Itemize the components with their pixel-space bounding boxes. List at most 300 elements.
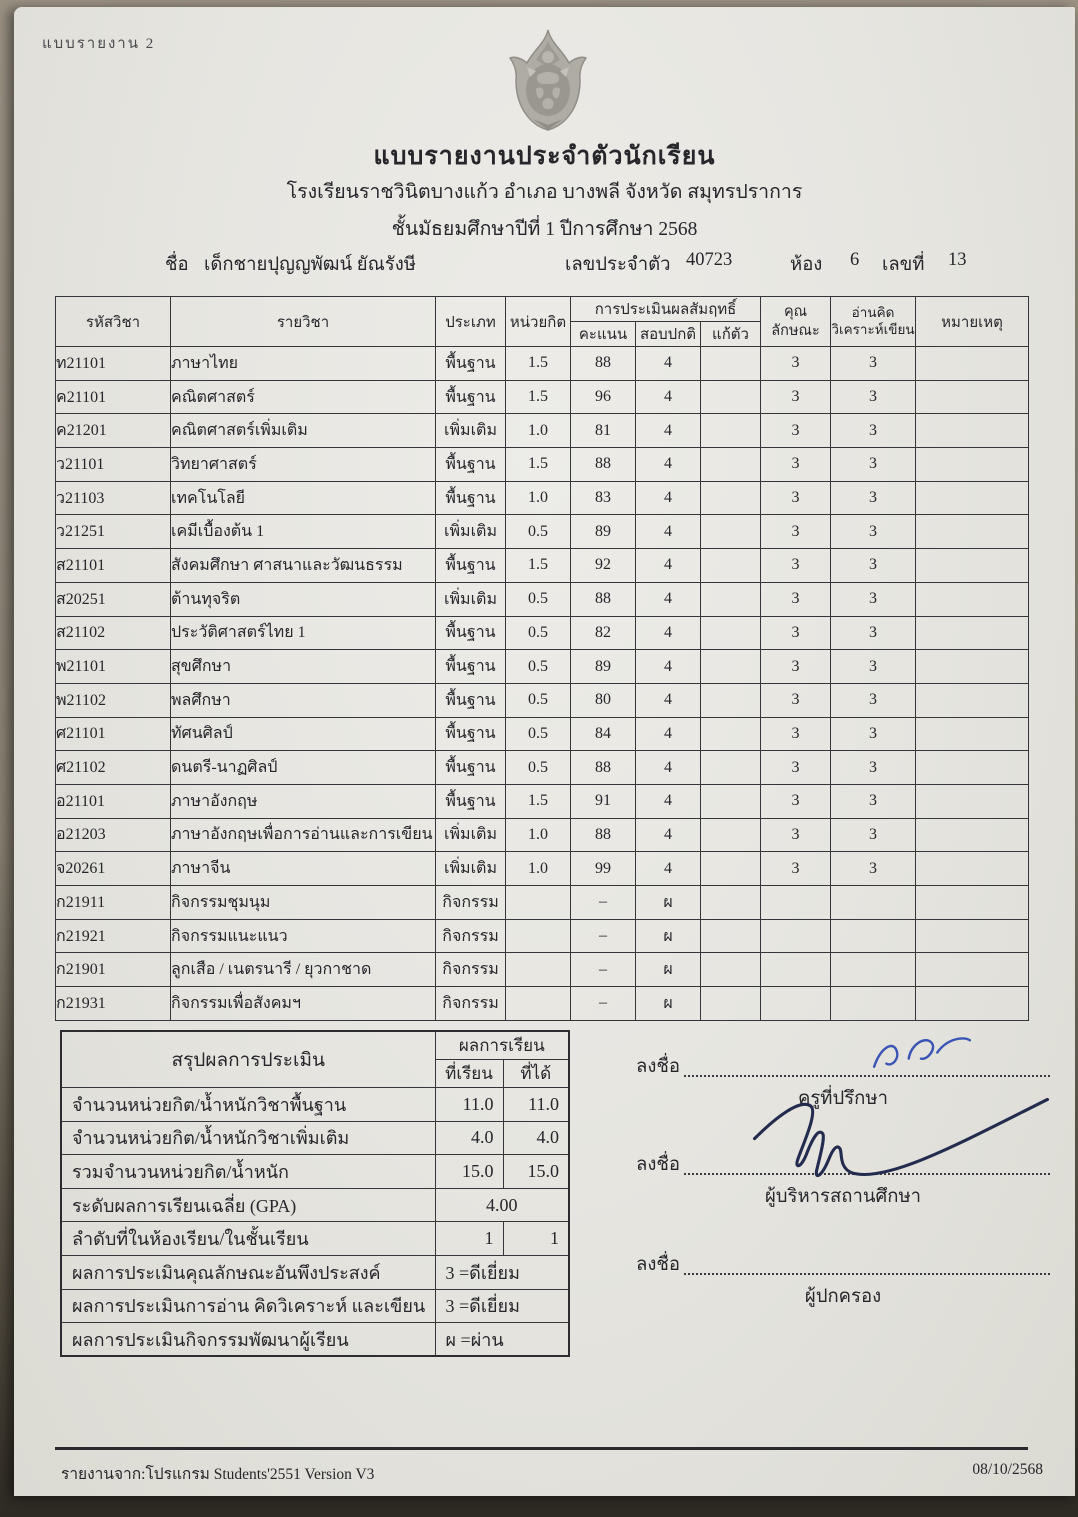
score-cell: – [571,953,636,987]
retake-cell [701,414,761,448]
student-name-value: เด็กชายปุญญพัฒน์ ยัณรังษี [204,255,416,275]
header-reading-line2: วิเคราะห์เขียน [831,321,915,337]
header-score: คะแนน [571,322,636,347]
retake-cell [701,650,761,684]
sign-here-label: ลงชื่อ [636,1057,681,1077]
grades-table-row [56,515,1029,549]
traits-cell: 3 [761,549,831,583]
grades-table-row [56,414,1029,448]
document-title: แบบรายงานประจำตัวนักเรียน [373,143,716,170]
summary-row-gpa [61,1188,569,1222]
normal-exam-grade-cell: 4 [636,852,701,886]
summary-row-label: ผลการประเมินกิจกรรมพัฒนาผู้เรียน [61,1323,435,1357]
normal-exam-grade-cell: 4 [636,784,701,818]
subject-code-cell: อ21203 [56,818,171,852]
score-cell: 80 [571,683,636,717]
retake-cell [701,515,761,549]
director-role-label: ผู้บริหารสถานศึกษา [764,1187,922,1207]
retake-cell [701,953,761,987]
subject-type-cell: กิจกรรม [436,987,506,1021]
traits-cell [761,886,831,920]
school-crest-icon [503,27,593,137]
score-cell: 81 [571,414,636,448]
reading-analysis-cell: 3 [831,448,916,482]
credits-cell [506,987,571,1021]
score-cell: 88 [571,818,636,852]
normal-exam-grade-cell: ผ [636,987,701,1021]
grades-table-row [56,784,1029,818]
credits-cell: 0.5 [506,650,571,684]
subject-code-cell: ก21931 [56,987,171,1021]
reading-analysis-cell [831,987,916,1021]
score-cell: 88 [571,347,636,381]
traits-cell: 3 [761,818,831,852]
subject-name-cell: กิจกรรมแนะแนว [171,919,436,953]
credits-cell [506,886,571,920]
header-reading-line1: อ่านคิด [851,304,895,320]
normal-exam-grade-cell: ผ [636,953,701,987]
reading-analysis-cell: 3 [831,582,916,616]
subject-name-cell: ลูกเสือ / เนตรนารี / ยุวกาชาด [171,953,436,987]
score-cell: 89 [571,650,636,684]
remark-cell [916,582,1029,616]
reading-analysis-cell [831,919,916,953]
subject-type-cell: พื้นฐาน [436,549,506,583]
normal-exam-grade-cell: 4 [636,683,701,717]
summary-row [61,1222,569,1256]
grades-table-row [56,347,1029,381]
retake-cell [701,987,761,1021]
header-retake: แก้ตัว [701,322,761,347]
subject-name-cell: ประวัติศาสตร์ไทย 1 [171,616,436,650]
grades-table [55,296,1029,1021]
retake-cell [701,582,761,616]
summary-table [60,1030,570,1357]
summary-row [61,1121,569,1155]
remark-cell [916,919,1029,953]
subject-name-cell: ภาษาอังกฤษ [171,784,436,818]
normal-exam-grade-cell: 4 [636,515,701,549]
retake-cell [701,919,761,953]
summary-row [61,1255,569,1289]
subject-type-cell: พื้นฐาน [436,751,506,785]
score-cell: 88 [571,582,636,616]
credits-cell: 1.5 [506,784,571,818]
guardian-signature-block [636,1253,1050,1311]
summary-result-group: ผลการเรียน [435,1031,569,1060]
remark-cell [916,886,1029,920]
summary-row-label: ระดับผลการเรียนเฉลี่ย (GPA) [61,1188,435,1222]
retake-cell [701,448,761,482]
score-cell: – [571,987,636,1021]
credits-cell: 0.5 [506,582,571,616]
credits-cell: 0.5 [506,751,571,785]
summary-row-value: 3 =ดีเยี่ยม [435,1289,569,1323]
retake-cell [701,852,761,886]
subject-name-cell: ต้านทุจริต [171,582,436,616]
subject-name-cell: วิทยาศาสตร์ [171,448,436,482]
reading-analysis-cell: 3 [831,616,916,650]
subject-type-cell: กิจกรรม [436,919,506,953]
remark-cell [916,953,1029,987]
footer-divider [55,1447,1028,1450]
gpa-value: 4.00 [435,1188,569,1222]
reading-analysis-cell: 3 [831,784,916,818]
summary-row-got: 11.0 [503,1088,569,1122]
score-cell: 99 [571,852,636,886]
subject-name-cell: เคมีเบื้องต้น 1 [171,515,436,549]
summary-row-got: 15.0 [503,1155,569,1189]
subject-code-cell: ก21921 [56,919,171,953]
summary-row-earned: 4.0 [435,1121,503,1155]
traits-cell: 3 [761,380,831,414]
summary-row-value: ผ =ผ่าน [435,1323,569,1357]
grades-table-row [56,717,1029,751]
normal-exam-grade-cell: 4 [636,717,701,751]
student-id-value: 40723 [686,250,733,270]
subject-name-cell: สังคมศึกษา ศาสนาและวัฒนธรรม [171,549,436,583]
retake-cell [701,683,761,717]
remark-cell [916,414,1029,448]
report-program-label: รายงานจาก:โปรแกรม Students'2551 Version V3 [61,1466,375,1483]
subject-code-cell: ศ21102 [56,751,171,785]
normal-exam-grade-cell: 4 [636,414,701,448]
remark-cell [916,751,1029,785]
subject-type-cell: พื้นฐาน [436,784,506,818]
summary-col-earned: ที่เรียน [435,1060,503,1088]
summary-row-label: ลำดับที่ในห้องเรียน/ในชั้นเรียน [61,1222,435,1256]
subject-type-cell: กิจกรรม [436,953,506,987]
subject-type-cell: เพิ่มเติม [436,582,506,616]
grades-table-row [56,886,1029,920]
subject-type-cell: พื้นฐาน [436,347,506,381]
normal-exam-grade-cell: 4 [636,481,701,515]
seat-number-value: 13 [948,250,967,270]
remark-cell [916,448,1029,482]
subject-type-cell: เพิ่มเติม [436,515,506,549]
subject-type-cell: เพิ่มเติม [436,852,506,886]
summary-title: สรุปผลการประเมิน [61,1031,435,1088]
director-signature-block [636,1153,1050,1211]
summary-table-header [61,1031,569,1088]
summary-row-label: รวมจำนวนหน่วยกิต/น้ำหนัก [61,1155,435,1189]
traits-cell: 3 [761,852,831,886]
advisor-role-label: ครูที่ปรึกษา [798,1089,888,1109]
subject-code-cell: ค21101 [56,380,171,414]
subject-name-cell: คณิตศาสตร์เพิ่มเติม [171,414,436,448]
summary-row-earned: 11.0 [435,1088,503,1122]
remark-cell [916,683,1029,717]
remark-cell [916,818,1029,852]
header-type: ประเภท [436,297,506,347]
retake-cell [701,616,761,650]
summary-row [61,1289,569,1323]
traits-cell: 3 [761,616,831,650]
subject-code-cell: ส21102 [56,616,171,650]
summary-row [61,1155,569,1189]
subject-name-cell: ดนตรี-นาฏศิลป์ [171,751,436,785]
student-id-label: เลขประจำตัว [565,255,671,275]
traits-cell [761,953,831,987]
subject-type-cell: เพิ่มเติม [436,818,506,852]
score-cell: 89 [571,515,636,549]
subject-name-cell: ภาษาจีน [171,852,436,886]
credits-cell: 1.5 [506,448,571,482]
subject-code-cell: ค21201 [56,414,171,448]
normal-exam-grade-cell: 4 [636,818,701,852]
score-cell: 92 [571,549,636,583]
header-reading [831,297,916,347]
signature-dotted-line [684,1173,1050,1175]
header-subject: รายวิชา [171,297,436,347]
signature-dotted-line [684,1075,1050,1077]
summary-row-earned: 15.0 [435,1155,503,1189]
traits-cell: 3 [761,717,831,751]
grades-table-row [56,380,1029,414]
class-year-line: ชั้นมัธยมศึกษาปีที่ 1 ปีการศึกษา 2568 [391,219,698,240]
retake-cell [701,818,761,852]
subject-code-cell: พ21102 [56,683,171,717]
room-value: 6 [850,250,860,270]
subject-type-cell: พื้นฐาน [436,683,506,717]
subject-name-cell: ทัศนศิลป์ [171,717,436,751]
subject-type-cell: พื้นฐาน [436,616,506,650]
credits-cell: 1.0 [506,852,571,886]
retake-cell [701,886,761,920]
remark-cell [916,347,1029,381]
remark-cell [916,987,1029,1021]
reading-analysis-cell: 3 [831,380,916,414]
report-date: 08/10/2568 [972,1461,1043,1478]
retake-cell [701,347,761,381]
summary-row-value: 3 =ดีเยี่ยม [435,1255,569,1289]
traits-cell: 3 [761,582,831,616]
header-traits [761,297,831,347]
summary-row-label: ผลการประเมินคุณลักษณะอันพึงประสงค์ [61,1255,435,1289]
header-remark: หมายเหตุ [916,297,1029,347]
subject-code-cell: ท21101 [56,347,171,381]
student-name-label: ชื่อ [165,255,189,275]
subject-code-cell: ก21901 [56,953,171,987]
credits-cell: 0.5 [506,616,571,650]
remark-cell [916,380,1029,414]
traits-cell: 3 [761,448,831,482]
reading-analysis-cell: 3 [831,650,916,684]
grades-table-row [56,751,1029,785]
header-subject-code: รหัสวิชา [56,297,171,347]
grades-table-row [56,852,1029,886]
summary-row-label: ผลการประเมินการอ่าน คิดวิเคราะห์ และเขียน [61,1289,435,1323]
subject-code-cell: ส20251 [56,582,171,616]
credits-cell: 1.5 [506,347,571,381]
traits-cell [761,919,831,953]
traits-cell [761,987,831,1021]
traits-cell: 3 [761,683,831,717]
normal-exam-grade-cell: ผ [636,886,701,920]
retake-cell [701,717,761,751]
normal-exam-grade-cell: 4 [636,751,701,785]
credits-cell: 1.0 [506,481,571,515]
score-cell: – [571,886,636,920]
reading-analysis-cell: 3 [831,852,916,886]
sign-here-label: ลงชื่อ [636,1155,681,1175]
reading-analysis-cell: 3 [831,683,916,717]
subject-code-cell: ว21101 [56,448,171,482]
normal-exam-grade-cell: 4 [636,582,701,616]
reading-analysis-cell: 3 [831,751,916,785]
guardian-role-label: ผู้ปกครอง [804,1287,882,1307]
subject-code-cell: ส21101 [56,549,171,583]
header-traits-line1: คุณ [783,304,808,321]
reading-analysis-cell: 3 [831,717,916,751]
header-assessment-group: การประเมินผลสัมฤทธิ์ [571,297,761,322]
remark-cell [916,481,1029,515]
score-cell: 84 [571,717,636,751]
grades-table-body [56,347,1029,1021]
remark-cell [916,549,1029,583]
summary-row [61,1323,569,1357]
normal-exam-grade-cell: 4 [636,650,701,684]
remark-cell [916,784,1029,818]
reading-analysis-cell: 3 [831,414,916,448]
grades-table-row [56,683,1029,717]
subject-name-cell: กิจกรรมชุมนุม [171,886,436,920]
traits-cell: 3 [761,347,831,381]
subject-code-cell: ว21103 [56,481,171,515]
summary-row [61,1088,569,1122]
subject-code-cell: ก21911 [56,886,171,920]
subject-type-cell: พื้นฐาน [436,481,506,515]
sign-here-label: ลงชื่อ [636,1255,681,1275]
credits-cell: 0.5 [506,515,571,549]
grades-table-row [56,582,1029,616]
retake-cell [701,784,761,818]
remark-cell [916,650,1029,684]
retake-cell [701,380,761,414]
remark-cell [916,616,1029,650]
subject-name-cell: สุขศึกษา [171,650,436,684]
grades-table-row [56,818,1029,852]
remark-cell [916,852,1029,886]
reading-analysis-cell: 3 [831,515,916,549]
retake-cell [701,751,761,785]
score-cell: 88 [571,448,636,482]
grades-table-row [56,481,1029,515]
traits-cell: 3 [761,414,831,448]
summary-col-got: ที่ได้ [503,1060,569,1088]
score-cell: 96 [571,380,636,414]
summary-row-got: 1 [503,1222,569,1256]
credits-cell [506,919,571,953]
credits-cell: 0.5 [506,683,571,717]
credits-cell [506,953,571,987]
traits-cell: 3 [761,515,831,549]
traits-cell: 3 [761,650,831,684]
traits-cell: 3 [761,784,831,818]
subject-name-cell: คณิตศาสตร์ [171,380,436,414]
subject-name-cell: กิจกรรมเพื่อสังคมฯ [171,987,436,1021]
reading-analysis-cell: 3 [831,549,916,583]
traits-cell: 3 [761,751,831,785]
grades-table-row [56,650,1029,684]
reading-analysis-cell [831,953,916,987]
room-label: ห้อง [790,255,823,275]
normal-exam-grade-cell: ผ [636,919,701,953]
report-sheet [14,7,1075,1496]
advisor-signature-block [636,1055,1050,1113]
subject-code-cell: จ20261 [56,852,171,886]
score-cell: 82 [571,616,636,650]
subject-type-cell: กิจกรรม [436,886,506,920]
grades-table-row [56,448,1029,482]
normal-exam-grade-cell: 4 [636,380,701,414]
signature-dotted-line [684,1273,1050,1275]
summary-row-earned: 1 [435,1222,503,1256]
header-traits-line2: ลักษณะ [771,322,820,339]
grades-table-row [56,616,1029,650]
reading-analysis-cell: 3 [831,347,916,381]
summary-row-got: 4.0 [503,1121,569,1155]
score-cell: 83 [571,481,636,515]
seat-number-label: เลขที่ [882,255,925,275]
grades-table-header [56,297,1029,347]
score-cell: 91 [571,784,636,818]
subject-name-cell: ภาษาอังกฤษเพื่อการอ่านและการเขียน [171,818,436,852]
subject-type-cell: พื้นฐาน [436,448,506,482]
header-normal-exam: สอบปกติ [636,322,701,347]
summary-row-label: จำนวนหน่วยกิต/น้ำหนักวิชาพื้นฐาน [61,1088,435,1122]
credits-cell: 1.0 [506,414,571,448]
subject-name-cell: เทคโนโลยี [171,481,436,515]
credits-cell: 1.5 [506,380,571,414]
reading-analysis-cell: 3 [831,481,916,515]
grades-table-row [56,987,1029,1021]
subject-name-cell: ภาษาไทย [171,347,436,381]
retake-cell [701,481,761,515]
subject-code-cell: อ21101 [56,784,171,818]
student-info-line [14,250,1075,280]
reading-analysis-cell [831,886,916,920]
grades-table-row [56,919,1029,953]
subject-code-cell: ว21251 [56,515,171,549]
normal-exam-grade-cell: 4 [636,616,701,650]
score-cell: 88 [571,751,636,785]
normal-exam-grade-cell: 4 [636,448,701,482]
traits-cell: 3 [761,481,831,515]
normal-exam-grade-cell: 4 [636,347,701,381]
subject-type-cell: เพิ่มเติม [436,414,506,448]
reading-analysis-cell: 3 [831,818,916,852]
subject-code-cell: ศ21101 [56,717,171,751]
remark-cell [916,717,1029,751]
subject-type-cell: พื้นฐาน [436,380,506,414]
credits-cell: 1.5 [506,549,571,583]
normal-exam-grade-cell: 4 [636,549,701,583]
header-credits: หน่วยกิต [506,297,571,347]
credits-cell: 1.0 [506,818,571,852]
subject-name-cell: พลศึกษา [171,683,436,717]
remark-cell [916,515,1029,549]
summary-table-body [61,1088,569,1357]
school-info-line: โรงเรียนราชวินิตบางแก้ว อำเภอ บางพลี จังหวัด สมุทรปราการ [286,182,803,203]
subject-type-cell: พื้นฐาน [436,717,506,751]
subject-code-cell: พ21101 [56,650,171,684]
grades-table-row [56,953,1029,987]
form-number-label: แบบรายงาน 2 [42,36,156,52]
retake-cell [701,549,761,583]
summary-row-label: จำนวนหน่วยกิต/น้ำหนักวิชาเพิ่มเติม [61,1121,435,1155]
subject-type-cell: พื้นฐาน [436,650,506,684]
